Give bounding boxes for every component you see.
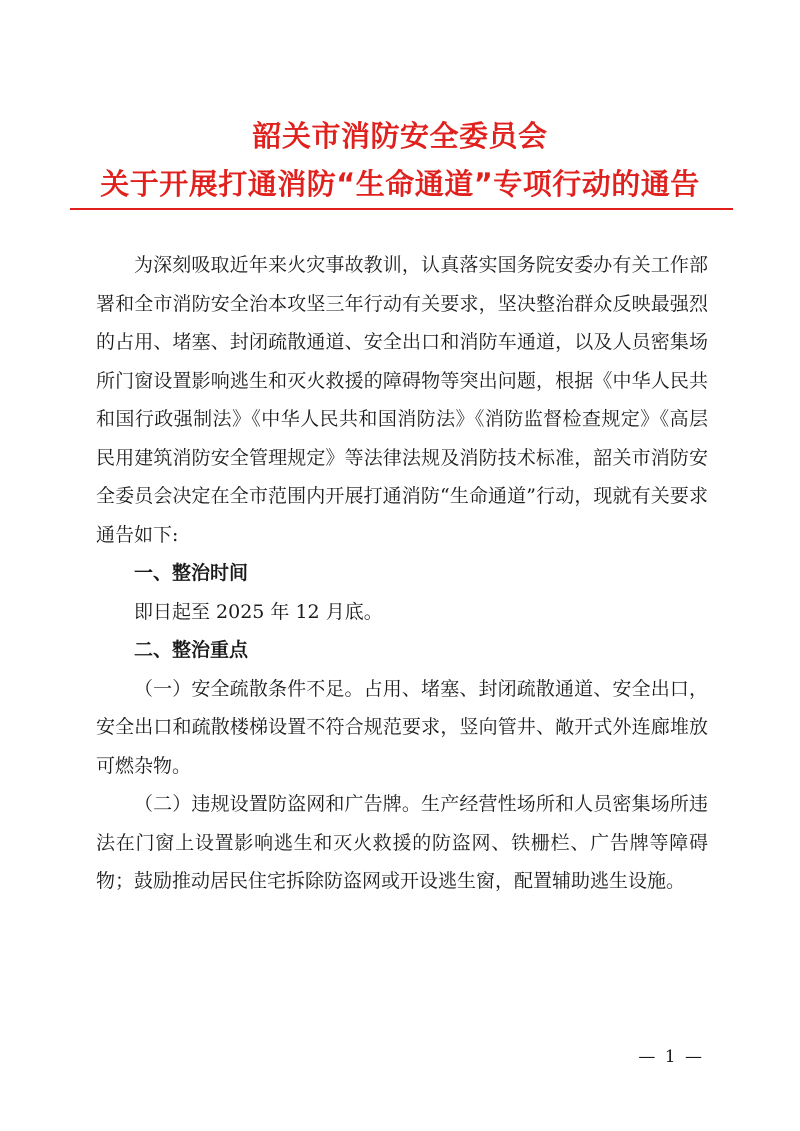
document-title	[0, 112, 800, 208]
title-subject: 关于开展打通消防“生命通道”专项行动的通告	[100, 167, 700, 201]
intro-paragraph: 为深刻吸取近年来火灾事故教训，认真落实国务院安委办有关工作部署和全市消防安全治本攻坚三年行动有关要求，坚决整治群众反映最强烈的占用、堵塞、封闭疏散通道、安全出口和消防车通道，以及人员密集场所门窗设置影响逃生和灭火救援的障碍物等突出问题，根据《中华人民共和国行政强制法》《中华人民共和国消防法》《消防监督检查规定》《高层民用建筑消防安全管理规定》等法律法规及消防技术标准，韶关市消防安全委员会决定在全市范围内开展打通消防“生命通道”行动，现就有关要求通告如下:	[96, 254, 708, 546]
section1-text: 即日起至 2025 年 12 月底。	[134, 600, 383, 623]
page-number: — 1 —	[638, 1047, 704, 1067]
red-divider-line	[70, 208, 733, 210]
section2-item2: （二）违规设置防盗网和广告牌。生产经营性场所和人员密集场所违法在门窗上设置影响逃生和灭火救援的防盗网、铁栅栏、广告牌等障碍物；鼓励推动居民住宅拆除防盗网或开设逃生窗，配置辅助逃生设施。	[96, 793, 708, 892]
section2-item1: （一）安全疏散条件不足。占用、堵塞、封闭疏散通道、安全出口，安全出口和疏散楼梯设置不符合规范要求，竖向管井、敞开式外连廊堆放可燃杂物。	[96, 677, 708, 777]
document-body	[96, 246, 708, 901]
section2-heading: 二、整治重点	[134, 639, 249, 661]
section1-heading: 一、整治时间	[134, 562, 249, 584]
title-issuer: 韶关市消防安全委员会	[252, 119, 548, 153]
